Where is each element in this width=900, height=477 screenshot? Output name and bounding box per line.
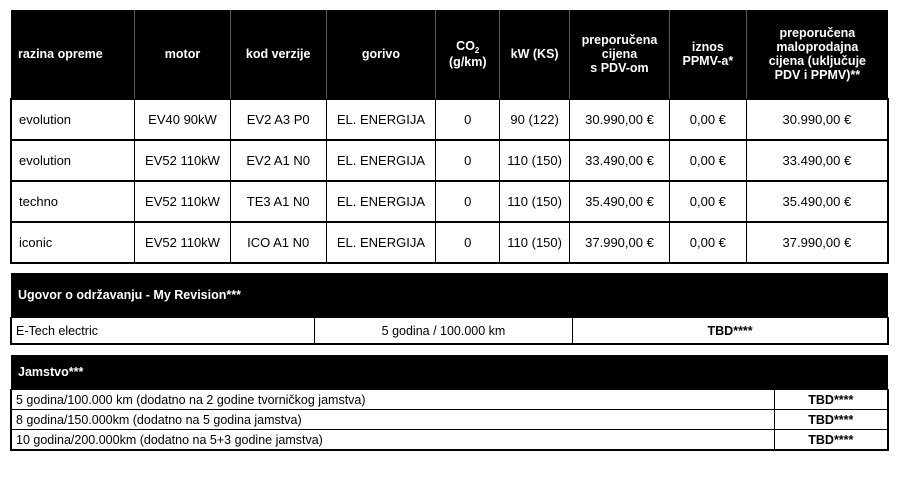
header-retail-price xyxy=(746,10,888,99)
header-co2-sub: 2 xyxy=(474,46,480,55)
cell-co2: 0 xyxy=(436,99,500,140)
maintenance-title: Ugovor o održavanju - My Revision*** xyxy=(11,273,888,318)
header-price-vat-line2: cijena xyxy=(601,47,638,61)
cell-trim: iconic xyxy=(11,222,135,263)
cell-motor: EV52 110kW xyxy=(135,140,231,181)
table-row xyxy=(11,181,888,222)
header-price-vat xyxy=(570,10,670,99)
cell-ppmv: 0,00 € xyxy=(669,222,746,263)
header-retail-line2: maloprodajna xyxy=(776,40,859,54)
table-row xyxy=(11,140,888,181)
warranty-row xyxy=(11,390,888,410)
cell-motor: EV52 110kW xyxy=(135,222,231,263)
cell-motor: EV52 110kW xyxy=(135,181,231,222)
header-retail-line3: cijena (uključuje xyxy=(768,54,866,68)
maintenance-term: 5 godina / 100.000 km xyxy=(314,318,572,345)
warranty-label: 10 godina/200.000km (dodatno na 5+3 godine jamstva) xyxy=(11,430,774,451)
cell-version-code: EV2 A1 N0 xyxy=(230,140,326,181)
cell-trim: evolution xyxy=(11,99,135,140)
cell-co2: 0 xyxy=(436,140,500,181)
header-retail-line4: PDV i PPMV)** xyxy=(774,68,861,82)
cell-retail-price: 35.490,00 € xyxy=(746,181,888,222)
cell-fuel: EL. ENERGIJA xyxy=(326,181,436,222)
warranty-table xyxy=(10,355,889,451)
warranty-title: Jamstvo*** xyxy=(11,355,888,390)
cell-trim: techno xyxy=(11,181,135,222)
header-co2-main: CO xyxy=(456,39,475,53)
header-ppmv xyxy=(669,10,746,99)
cell-co2: 0 xyxy=(436,181,500,222)
maintenance-header-row xyxy=(11,273,888,318)
price-table xyxy=(10,10,889,264)
header-price-vat-line3: s PDV-om xyxy=(590,61,649,75)
cell-price-vat: 35.490,00 € xyxy=(570,181,670,222)
cell-version-code: EV2 A3 P0 xyxy=(230,99,326,140)
header-co2 xyxy=(436,10,500,99)
header-ppmv-line1: iznos xyxy=(691,40,724,54)
warranty-price: TBD**** xyxy=(774,410,888,430)
warranty-label: 8 godina/150.000km (dodatno na 5 godina jamstva) xyxy=(11,410,774,430)
cell-fuel: EL. ENERGIJA xyxy=(326,222,436,263)
cell-ppmv: 0,00 € xyxy=(669,99,746,140)
cell-power: 110 (150) xyxy=(500,181,570,222)
cell-fuel: EL. ENERGIJA xyxy=(326,140,436,181)
cell-power: 110 (150) xyxy=(500,222,570,263)
header-power: kW (KS) xyxy=(500,10,570,99)
price-table-header-row xyxy=(11,10,888,99)
cell-ppmv: 0,00 € xyxy=(669,140,746,181)
warranty-price: TBD**** xyxy=(774,390,888,410)
header-trim: razina opreme xyxy=(11,10,135,99)
cell-price-vat: 30.990,00 € xyxy=(570,99,670,140)
header-co2-unit: (g/km) xyxy=(449,55,487,69)
cell-version-code: TE3 A1 N0 xyxy=(230,181,326,222)
warranty-label: 5 godina/100.000 km (dodatno na 2 godine tvorničkog jamstva) xyxy=(11,390,774,410)
header-ppmv-line2: PPMV-a* xyxy=(682,54,734,68)
warranty-header-row xyxy=(11,355,888,390)
header-motor: motor xyxy=(135,10,231,99)
cell-power: 90 (122) xyxy=(500,99,570,140)
warranty-price: TBD**** xyxy=(774,430,888,451)
cell-fuel: EL. ENERGIJA xyxy=(326,99,436,140)
maintenance-row xyxy=(11,318,888,345)
table-row xyxy=(11,99,888,140)
cell-price-vat: 37.990,00 € xyxy=(570,222,670,263)
cell-version-code: ICO A1 N0 xyxy=(230,222,326,263)
warranty-row xyxy=(11,410,888,430)
cell-retail-price: 33.490,00 € xyxy=(746,140,888,181)
header-version-code: kod verzije xyxy=(230,10,326,99)
warranty-row xyxy=(11,430,888,451)
cell-trim: evolution xyxy=(11,140,135,181)
header-price-vat-line1: preporučena xyxy=(581,33,658,47)
maintenance-price: TBD**** xyxy=(573,318,888,345)
cell-motor: EV40 90kW xyxy=(135,99,231,140)
cell-price-vat: 33.490,00 € xyxy=(570,140,670,181)
cell-retail-price: 37.990,00 € xyxy=(746,222,888,263)
header-retail-line1: preporučena xyxy=(779,26,856,40)
header-fuel: gorivo xyxy=(326,10,436,99)
maintenance-model: E-Tech electric xyxy=(11,318,314,345)
cell-retail-price: 30.990,00 € xyxy=(746,99,888,140)
maintenance-table xyxy=(10,273,889,345)
table-row xyxy=(11,222,888,263)
cell-ppmv: 0,00 € xyxy=(669,181,746,222)
cell-co2: 0 xyxy=(436,222,500,263)
cell-power: 110 (150) xyxy=(500,140,570,181)
